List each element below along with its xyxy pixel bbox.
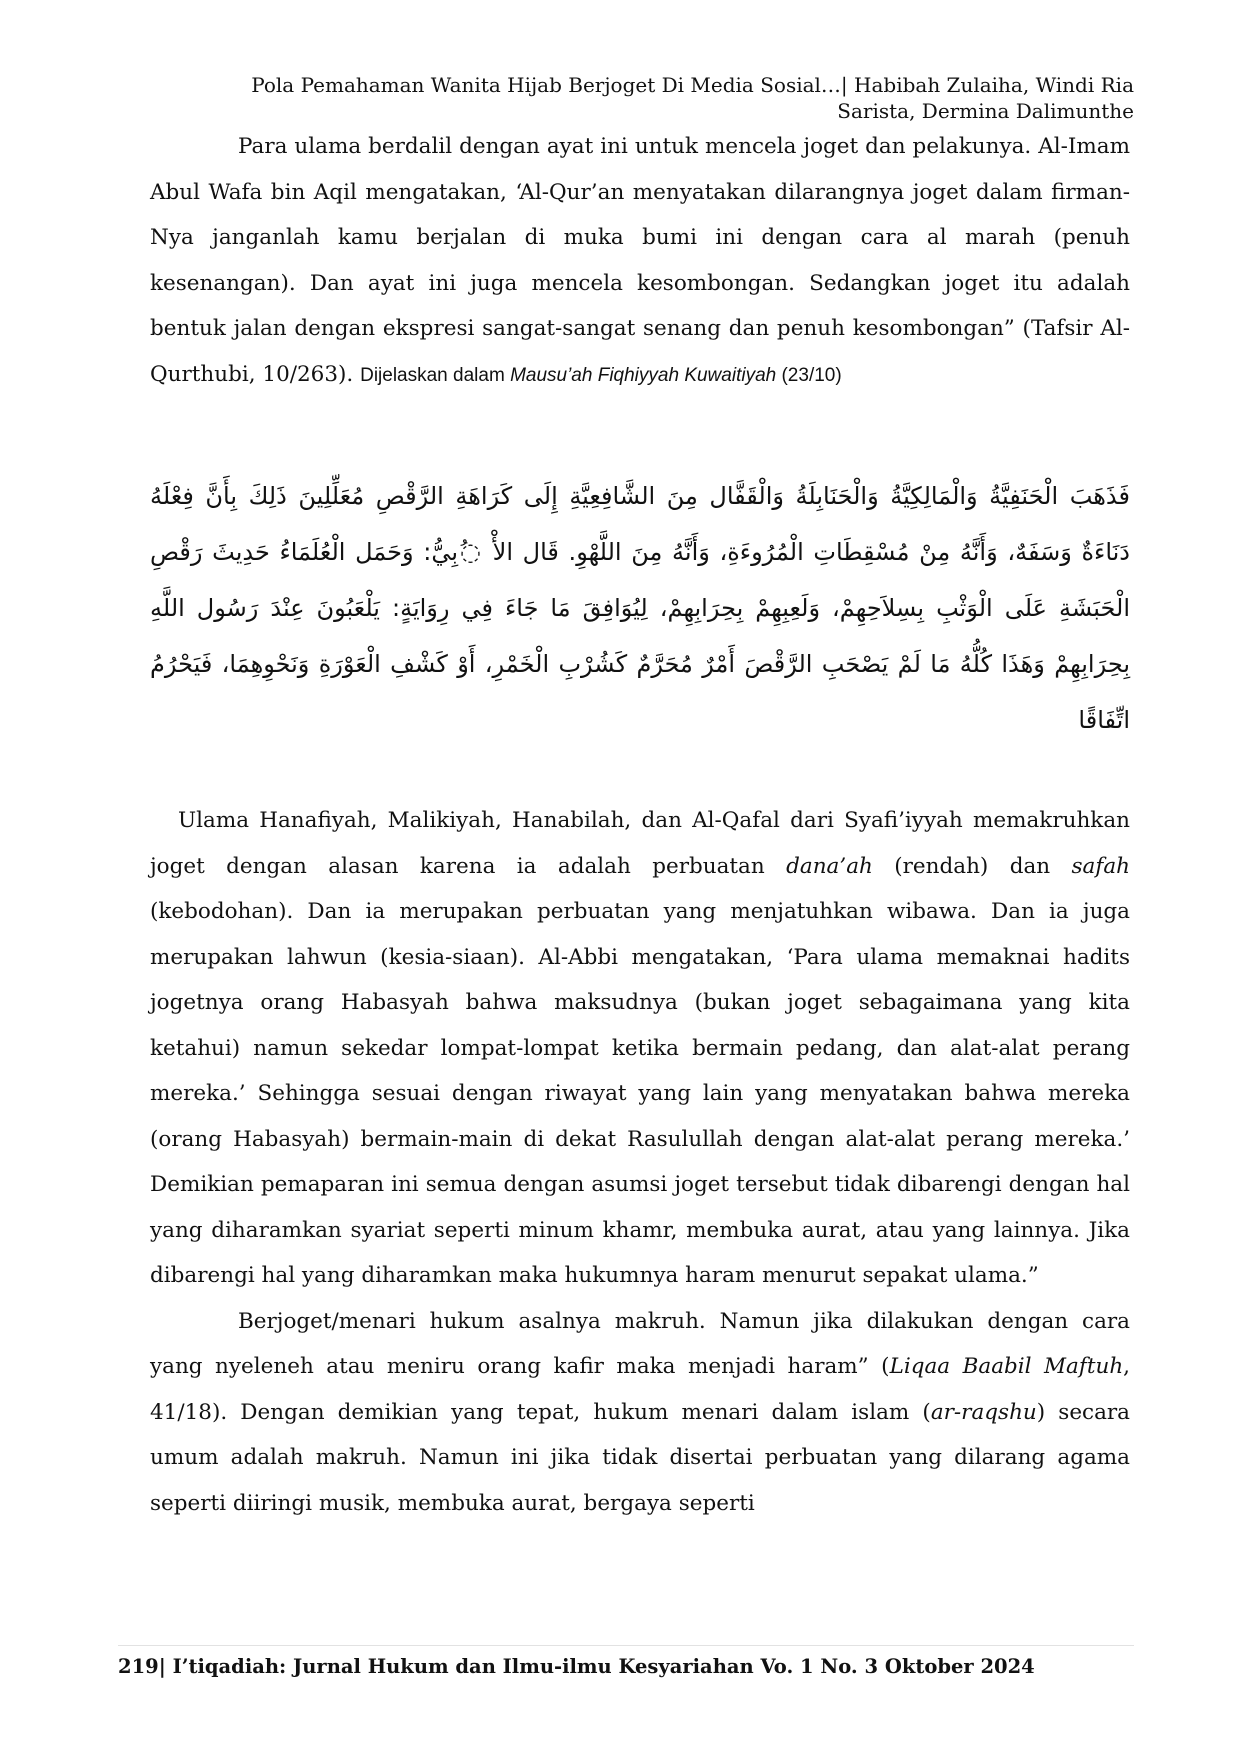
footer-divider <box>118 1645 1134 1646</box>
body-text-top <box>150 124 1130 398</box>
running-header-line-1: Pola Pemahaman Wanita Hijab Berjoget Di Media Sosial…| Habibah Zulaiha, Windi Ria <box>251 73 1134 97</box>
paragraph-3-text-1: Berjoget/menari hukum asalnya makruh. Namun jika dilakukan dengan cara yang nyeleneh atau meniru orang kafir maka menjadi haram” ( <box>150 1308 1130 1379</box>
paragraph-2-italic-2: safah <box>1071 853 1130 879</box>
paragraph-1-text: Para ulama berdalil dengan ayat ini untuk mencela joget dan pelakunya. Al-Imam Abul Wafa bin Aqil mengatakan, ‘Al-Qur’an menyatakan dilarangnya joget dalam firman-Nya janganlah kamu berjalan di muka bumi ini dengan cara al marah (penuh kesenangan). Dan ayat ini juga mencela kesombongan. Sedangkan joget itu adalah bentuk jalan dengan ekspresi sangat-sangat senang dan penuh kesombongan” (Tafsir Al-Qurthubi, 10/263). <box>150 134 1130 387</box>
paragraph-3-italic-2: ar-raqshu <box>930 1399 1037 1425</box>
paragraph-2-text-2: (rendah) dan <box>872 853 1072 879</box>
paragraph-3-text-2: , 41/18). Dengan demikian yang tepat, hukum menari dalam islam ( <box>150 1354 1131 1425</box>
paragraph-1-sans-tail: (23/10) <box>776 364 842 386</box>
paragraph-2-text-3: (kebodohan). Dan ia merupakan perbuatan yang menjatuhkan wibawa. Dan ia juga merupakan lahwun (kesia-siaan). Al-Abbi mengatakan, ‘Para ulama memaknai hadits jogetnya orang Habasyah bahwa maksudnya (bukan joget sebagaimana yang kita ketahui) namun sekedar lompat-lompat ketika bermain pedang, dan alat-alat perang mereka.’ Sehingga sesuai dengan riwayat yang lain yang menyatakan bahwa mereka (orang Habasyah) bermain-main di dekat Rasulullah dengan alat-alat perang mereka.’ Demikian pemaparan ini semua dengan asumsi joget tersebut tidak dibarengi dengan hal yang diharamkan syariat seperti minum khamr, membuka aurat, atau yang lainnya. Jika dibarengi hal yang diharamkan maka hukumnya haram menurut sepakat ulama.” <box>150 899 1130 1288</box>
arabic-quote: فَذَهَبَ الْحَنَفِيَّةُ وَالْمَالِكِيَّةُ وَالْحَنَابِلَةُ وَالْقَفَّال مِنَ الشَّافِعِيَّةِ إِلَى كَرَاهَةِ الرَّقْصِ مُعَلِّلِينَ ذَلِكَ بِأَنَّ فِعْلَهُ دَنَاءَةٌ وَسَفَهٌ، وَأَنَّهُ مِنْ مُسْقِطَاتِ الْمُرُوءَةِ، وَأَنَّهُ مِنَ اللَّهْوِ. قَال الأْ ◌ُبِيُّ: وَحَمَل الْعُلَمَاءُ حَدِيثَ رَقْصِ الْحَبَشَةِ عَلَى الْوَثْبِ بِسِلاَحِهِمْ، وَلَعِبِهِمْ بِحِرَابِهِمْ، لِيُوَافِقَ مَا جَاءَ فِي رِوَايَةٍ: يَلْعَبُونَ عِنْدَ رَسُول اللَّهِ بِحِرَابِهِمْ وَهَذَا كُلُّهُ مَا لَمْ يَصْحَبِ الرَّقْصَ أَمْرٌ مُحَرَّمٌ كَشُرْبِ الْخَمْرِ، أَوْ كَشْفِ الْعَوْرَةِ وَنَحْوِهِمَا، فَيَحْرُمُ اتِّفَاقًا <box>150 482 1130 734</box>
paragraph-2-text-1: Ulama Hanafiyah, Malikiyah, Hanabilah, dan Al-Qafal dari Syafi’iyyah memakruhkan joget dengan alasan karena ia adalah perbuatan <box>150 808 1130 879</box>
paragraph-1 <box>150 124 1130 398</box>
paragraph-1-sans-text: Dijelaskan dalam <box>360 364 511 386</box>
paragraph-3-italic-1: Liqaa Baabil Maftuh <box>889 1354 1124 1379</box>
running-header <box>150 72 1134 124</box>
paragraph-2 <box>150 798 1130 1299</box>
paragraph-2-italic-1: dana’ah <box>786 853 873 879</box>
paragraph-3 <box>150 1299 1130 1527</box>
page-footer: 219| I’tiqadiah: Jurnal Hukum dan Ilmu-ilmu Kesyariahan Vo. 1 No. 3 Oktober 2024 <box>118 1655 1035 1678</box>
paragraph-1-sans-italic: Mausu’ah Fiqhiyyah Kuwaitiyah <box>510 364 777 386</box>
paragraph-3-text-3: ) secara umum adalah makruh. Namun ini jika tidak disertai perbuatan yang dilarang agama seperti diiringi musik, membuka aurat, bergaya seperti <box>150 1399 1130 1516</box>
running-header-line-2: Sarista, Dermina Dalimunthe <box>837 99 1134 123</box>
body-text-bottom <box>150 798 1130 1526</box>
